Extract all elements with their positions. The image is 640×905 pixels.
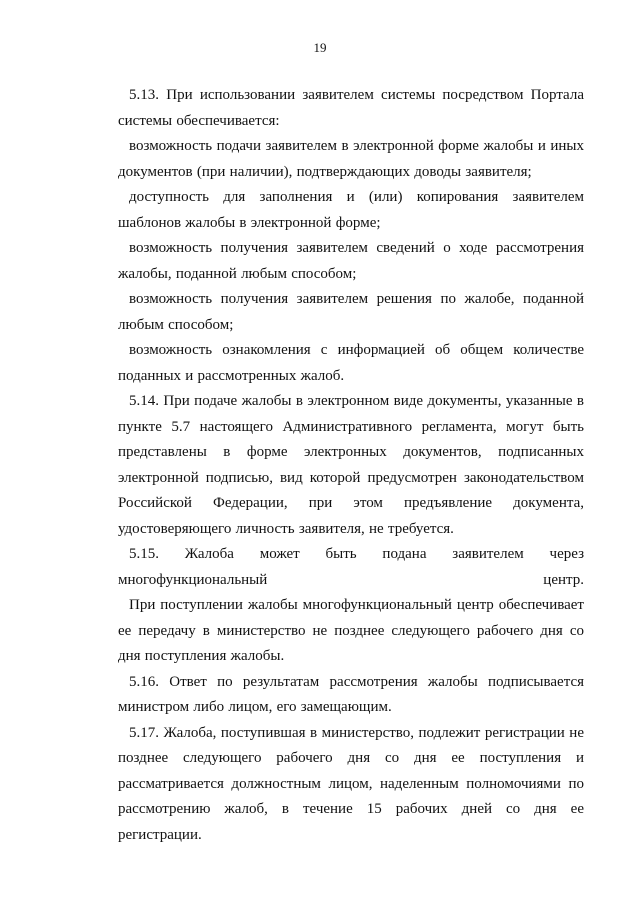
list-item-decision: возможность получения заявителем решения по жалобе, поданной любым способом;: [118, 291, 584, 333]
page-number: 19: [313, 40, 327, 55]
paragraph-5-17: 5.17. Жалоба, поступившая в министерство, подлежит регистрации не позднее следующего рабочего дня со дня ее поступления и рассматривается должностным лицом, наделенным полномочиями по рассмотрению жалоб, в течение 15 рабочих дней со дня ее регистрации.: [118, 724, 584, 843]
document-body: [118, 83, 584, 848]
list-item-submit-electronic: возможность подачи заявителем в электронной форме жалобы и иных документов (при наличии), подтверждающих доводы заявителя;: [118, 138, 584, 180]
paragraph-5-14: 5.14. При подаче жалобы в электронном виде документы, указанные в пункте 5.7 настоящего Административного регламента, могут быть представлены в форме электронных документов, подписанных электронной подписью, вид которой предусмотрен законодательством Российской Федерации, при этом предъявление документа, удостоверяющего личность заявителя, не требуется.: [118, 393, 584, 537]
paragraph-5-16: 5.16. Ответ по результатам рассмотрения жалобы подписывается министром либо лицом, его замещающим.: [118, 673, 584, 715]
list-item-templates: доступность для заполнения и (или) копирования заявителем шаблонов жалобы в электронной форме;: [118, 189, 584, 231]
paragraph-mfc-transfer: При поступлении жалобы многофункциональный центр обеспечивает ее передачу в министерство не позднее следующего рабочего дня со дня поступления жалобы.: [118, 597, 584, 664]
paragraph-5-15: 5.15. Жалоба может быть подана заявителем через многофункциональный центр.: [118, 546, 584, 588]
list-item-progress-info: возможность получения заявителем сведений о ходе рассмотрения жалобы, поданной любым способом;: [118, 240, 584, 282]
list-item-statistics: возможность ознакомления с информацией об общем количестве поданных и рассмотренных жалоб.: [118, 342, 584, 384]
paragraph-5-13: 5.13. При использовании заявителем системы посредством Портала системы обеспечивается:: [118, 87, 584, 129]
